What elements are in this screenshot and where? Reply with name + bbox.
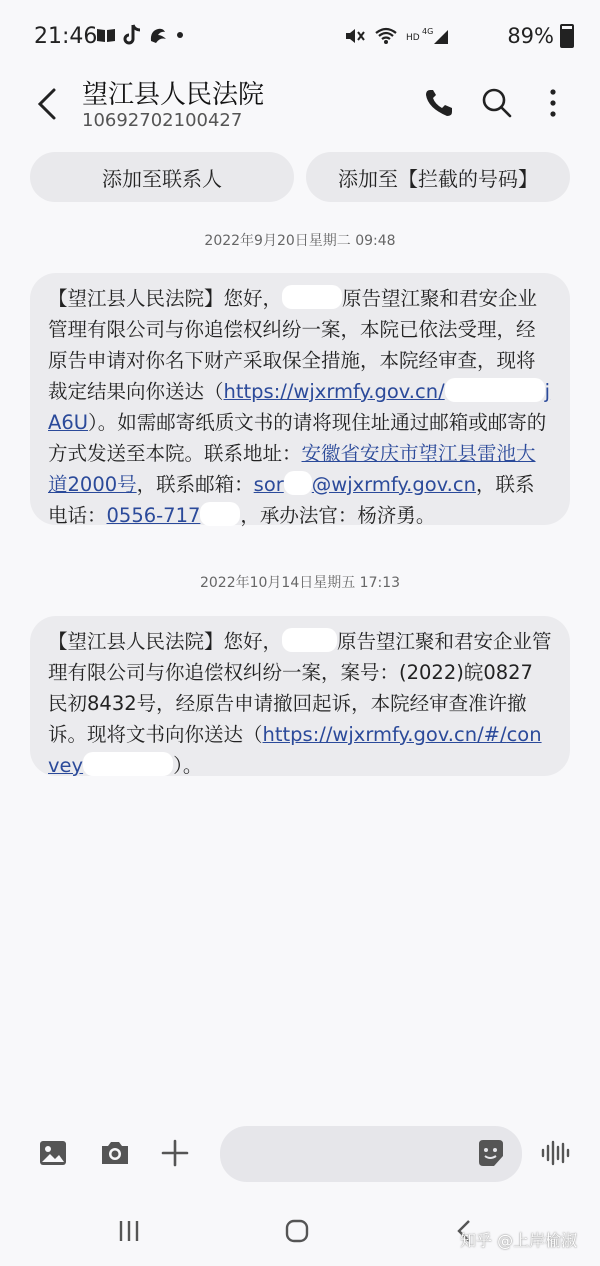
- message-text: ，承办法官：杨济勇。: [240, 504, 436, 527]
- add-block-button[interactable]: [306, 152, 570, 202]
- message-text: ）。: [173, 754, 203, 777]
- message-link[interactable]: https://wjxrmfy.gov.cn/#/convey: [48, 723, 542, 777]
- status-right-icons: [344, 26, 450, 46]
- recent-apps-icon[interactable]: [116, 1218, 142, 1244]
- message-text: ，联系电话：: [48, 473, 535, 527]
- voice-wave-icon[interactable]: [538, 1136, 572, 1170]
- redaction-mask: [284, 471, 312, 495]
- sticker-icon[interactable]: [474, 1136, 508, 1170]
- message-text: 【望江县人民法院】您好，: [48, 287, 283, 310]
- phone-icon[interactable]: [422, 86, 456, 120]
- add-contact-button[interactable]: [30, 152, 294, 202]
- message-link[interactable]: https://wjxrmfy.gov.cn/ jA6U: [48, 380, 551, 434]
- wifi-icon: [374, 26, 398, 46]
- search-icon[interactable]: [480, 86, 514, 120]
- redaction-mask: [282, 285, 342, 309]
- notification-icons: [96, 24, 184, 46]
- book-icon: [96, 27, 116, 43]
- message-text: 【望江县人民法院】您好，: [48, 630, 283, 653]
- contact-name: 望江县人民法院: [82, 80, 265, 110]
- mute-icon: [344, 26, 366, 46]
- svg-text:4G: 4G: [422, 27, 434, 36]
- battery-icon: [560, 24, 574, 48]
- dot-icon: [176, 31, 184, 39]
- more-vertical-icon[interactable]: [536, 86, 570, 120]
- hd-4g-signal-icon: [406, 26, 450, 46]
- svg-text:HD: HD: [406, 33, 420, 43]
- add-block-label: 添加至【拦截的号码】: [338, 166, 538, 191]
- back-arrow-icon[interactable]: [32, 84, 62, 124]
- image-icon[interactable]: [36, 1136, 70, 1170]
- phone-link[interactable]: 0556-717: [107, 504, 241, 527]
- email-link[interactable]: sor @wjxrmfy.gov.cn: [253, 473, 476, 496]
- message-text: ，联系邮箱：: [136, 473, 254, 496]
- conversation-header: [0, 70, 600, 142]
- camera-icon[interactable]: [98, 1136, 132, 1170]
- uc-browser-icon: [148, 25, 170, 45]
- watermark: 知乎 @上岸榆淑: [460, 1231, 578, 1250]
- message-bubble[interactable]: [30, 616, 570, 776]
- add-contact-label: 添加至联系人: [102, 166, 222, 191]
- message-text: 原告望江聚和君安企业管理有限公司与你追偿权纠纷一案，案号：(2022)皖0827民初8432号，经原告申请撤回起诉，本院经审查准许撤诉。现将文书向你送达（: [48, 630, 552, 746]
- message-text: ）。如需邮寄纸质文书的请将现住址通过邮箱或邮寄的方式发送至本院。联系地址：: [48, 411, 547, 465]
- home-icon[interactable]: [284, 1218, 310, 1244]
- address-link[interactable]: 安徽省安庆市望江县雷池大道2000号: [48, 442, 536, 496]
- redaction-mask: [282, 628, 337, 652]
- battery-percent: 89%: [507, 24, 554, 48]
- tiktok-icon: [122, 24, 142, 46]
- plus-icon[interactable]: [158, 1136, 192, 1170]
- date-separator: 2022年9月20日星期二 09:48: [204, 233, 396, 249]
- status-time: 21:46: [34, 24, 98, 49]
- battery-indicator: [507, 24, 574, 48]
- redaction-mask: [200, 502, 240, 526]
- status-bar: [0, 0, 600, 70]
- redaction-mask: [83, 752, 173, 776]
- message-bubble[interactable]: [30, 273, 570, 525]
- message-text: 原告望江聚和君安企业管理有限公司与你追偿权纠纷一案，本院已依法受理，经原告申请对你名下财产采取保全措施，本院经审查，现将裁定结果向你送达（: [48, 287, 538, 403]
- date-separator: 2022年10月14日星期五 17:13: [199, 575, 401, 591]
- contact-number: 10692702100427: [82, 110, 243, 131]
- redaction-mask: [445, 378, 545, 402]
